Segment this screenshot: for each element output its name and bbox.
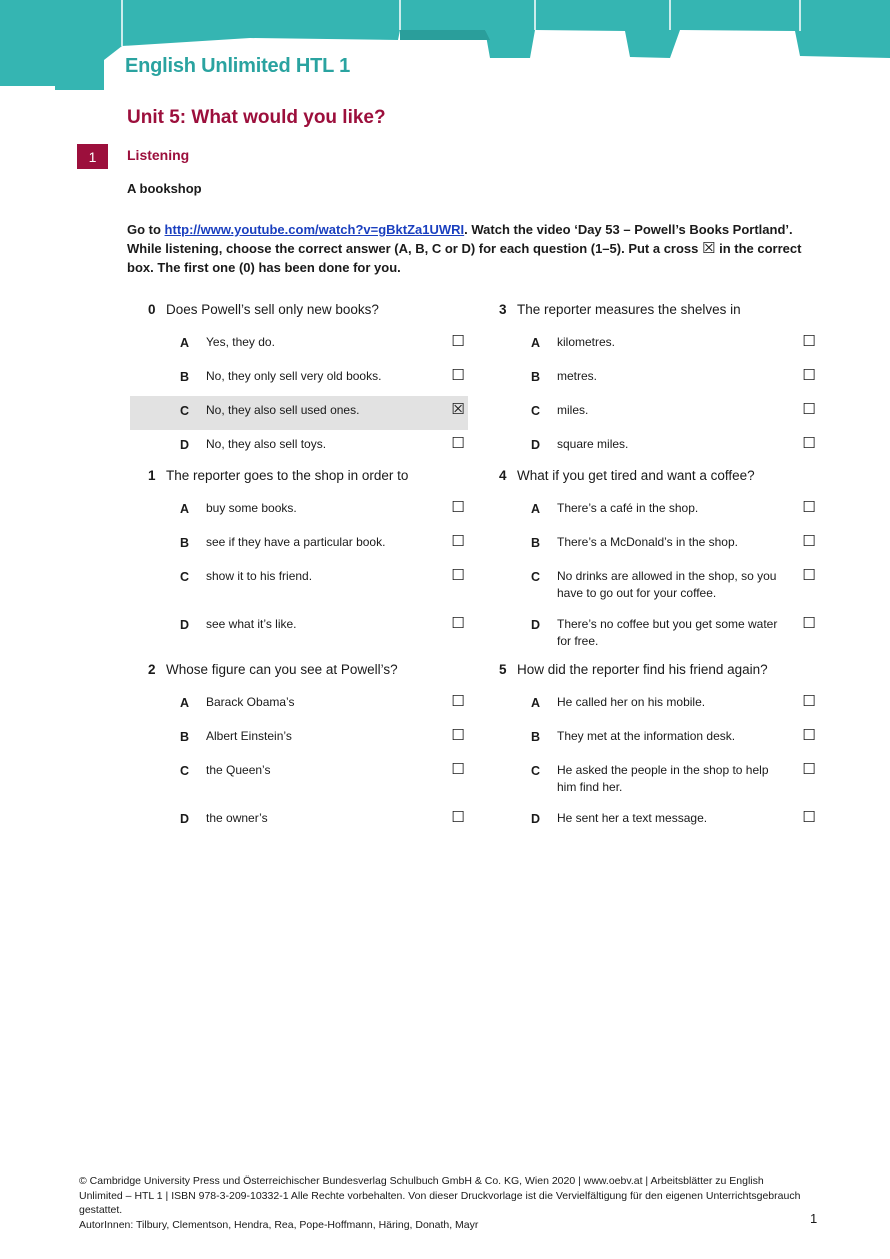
page-number: 1 [810,1211,818,1226]
checkbox-icon[interactable]: ☐ [802,333,816,350]
answer-option [499,688,829,722]
question-5 [499,658,829,838]
option-text: square miles. [557,437,629,451]
cross-box-icon: ☒ [702,240,716,257]
question-heading [148,658,478,682]
checkbox-icon[interactable]: ☐ [451,693,465,710]
option-letter: D [180,812,190,826]
answer-option [499,756,829,804]
question-text: The reporter goes to the shop in order to [166,468,409,483]
answer-option [499,396,829,430]
option-text: show it to his friend. [206,569,313,583]
option-letter: B [180,370,190,384]
question-number: 1 [148,468,156,483]
checkbox-icon[interactable]: ☐ [451,809,465,826]
option-letter: D [531,618,541,632]
option-letter: C [531,404,541,418]
option-letter: C [180,570,190,584]
header-banner [0,0,890,100]
answer-option [499,362,829,396]
question-text: The reporter measures the shelves in [517,302,741,317]
question-text: Whose figure can you see at Powell’s? [166,662,398,677]
option-letter: C [531,570,541,584]
option-letter: A [180,696,190,710]
unit-title: Unit 5: What would you like? [127,107,386,128]
video-link[interactable]: http://www.youtube.com/watch?v=gBktZa1UWRI [164,222,465,237]
option-text: kilometres. [557,335,616,349]
authors-text: AutorInnen: Tilbury, Clementson, Hendra, Rea, Pope-Hoffmann, Häring, Donath, Mayr [79,1218,479,1231]
option-letter: A [180,502,190,516]
option-text: He sent her a text message. [557,811,708,825]
question-heading [499,464,829,488]
checkbox-icon[interactable]: ☐ [451,727,465,744]
option-text: There’s a café in the shop. [557,501,699,515]
question-number: 5 [499,662,507,677]
instructions-tail: in the correct box. The first one (0) has been done for you. [127,241,802,275]
checkbox-icon[interactable]: ☐ [802,367,816,384]
checked-box-icon[interactable]: ☒ [451,401,465,418]
checkbox-icon[interactable]: ☐ [451,615,465,632]
option-text: No drinks are allowed in the shop, so you have to go out for your coffee. [557,569,777,600]
option-letter: C [180,404,190,418]
option-letter: A [180,336,190,350]
checkbox-icon[interactable]: ☐ [451,761,465,778]
checkbox-icon[interactable]: ☐ [802,435,816,452]
checkbox-icon[interactable]: ☐ [451,435,465,452]
answer-option [499,722,829,756]
checkbox-icon[interactable]: ☐ [802,567,816,584]
option-letter: B [531,730,541,744]
question-4 [499,464,829,658]
checkbox-icon[interactable]: ☐ [802,809,816,826]
checkbox-icon[interactable]: ☐ [451,533,465,550]
checkbox-icon[interactable]: ☐ [451,367,465,384]
question-number: 4 [499,468,507,483]
copyright-text: © Cambridge University Press und Österreichischer Bundesverlag Schulbuch GmbH & Co. KG, Wien 2020 | www.oebv.at | Arbeitsblätter zu English Unlimited – HTL 1 | ISBN 978-3-209-10332-1 Alle Rechte vorbehalten. Von dieser Druckvorlage ist die Vervielfältigung für den eigenen Unterrichtsgebrauch gestattet. [79,1175,801,1216]
question-1 [148,464,478,658]
answer-option [148,362,478,396]
option-text: They met at the information desk. [557,729,736,743]
question-number: 0 [148,302,156,317]
checkbox-icon[interactable]: ☐ [802,615,816,632]
question-text: What if you get tired and want a coffee? [517,468,755,483]
option-letter: B [531,536,541,550]
answer-option [148,430,478,464]
option-letter: A [531,696,541,710]
instructions [127,220,817,277]
question-number: 2 [148,662,156,677]
option-letter: D [180,618,190,632]
option-text: There’s a McDonald’s in the shop. [557,535,738,549]
answer-option [499,528,829,562]
checkbox-icon[interactable]: ☐ [451,499,465,516]
option-text: the Queen’s [206,763,271,777]
checkbox-icon[interactable]: ☐ [802,761,816,778]
answer-option [499,494,829,528]
option-text: He called her on his mobile. [557,695,706,709]
question-heading [148,464,478,488]
option-letter: B [180,536,190,550]
answer-option [148,688,478,722]
question-number: 3 [499,302,507,317]
checkbox-icon[interactable]: ☐ [802,401,816,418]
answer-option [148,494,478,528]
option-letter: C [180,764,190,778]
question-3 [499,298,829,464]
option-letter: D [531,438,541,452]
checkbox-icon[interactable]: ☐ [451,333,465,350]
copyright-footer [79,1174,809,1232]
option-letter: A [531,336,541,350]
answer-option [499,610,829,658]
option-text: see what it’s like. [206,617,297,631]
questions-right-column [499,298,829,838]
question-2 [148,658,478,838]
option-text: No, they also sell toys. [206,437,327,451]
answer-option [148,562,478,610]
answer-option [148,722,478,756]
option-text: There’s no coffee but you get some water for free. [557,617,778,648]
option-letter: C [531,764,541,778]
checkbox-icon[interactable]: ☐ [802,693,816,710]
question-text: Does Powell’s sell only new books? [166,302,379,317]
checkbox-icon[interactable]: ☐ [802,499,816,516]
answer-option [148,528,478,562]
option-letter: D [531,812,541,826]
question-text: How did the reporter find his friend again? [517,662,768,677]
answer-option [148,804,478,838]
question-heading [148,298,478,322]
exercise-number-badge: 1 [77,144,108,169]
section-title: Listening [127,147,190,163]
option-text: see if they have a particular book. [206,535,386,549]
option-letter: A [531,502,541,516]
option-text: He asked the people in the shop to help him find her. [557,763,769,794]
answer-option [148,610,478,658]
option-letter: B [531,370,541,384]
answer-option [148,328,478,362]
answer-option [499,430,829,464]
option-text: buy some books. [206,501,297,515]
option-text: Barack Obama’s [206,695,295,709]
option-text: Yes, they do. [206,335,275,349]
checkbox-icon[interactable]: ☐ [451,567,465,584]
brand-title: English Unlimited HTL 1 [125,55,351,77]
option-text: No, they also sell used ones. [206,403,360,417]
question-0 [148,298,478,464]
question-heading [499,658,829,682]
option-letter: B [180,730,190,744]
option-text: No, they only sell very old books. [206,369,382,383]
exercise-subtitle: A bookshop [127,181,202,196]
answer-option-example [130,396,468,430]
answer-option [148,756,478,804]
option-text: miles. [557,403,589,417]
answer-option [499,328,829,362]
instructions-lead: Go to [127,222,165,237]
checkbox-icon[interactable]: ☐ [802,533,816,550]
instructions-body: . Watch the video ‘Day 53 – Powell’s Books Portland’. While listening, choose the correct answer (A, B, C or D) for each question (1–5). Put a cross [127,222,793,256]
option-text: the owner’s [206,811,268,825]
option-letter: D [180,438,190,452]
questions-left-column [148,298,478,838]
question-heading [499,298,829,322]
checkbox-icon[interactable]: ☐ [802,727,816,744]
option-text: metres. [557,369,598,383]
answer-option [499,562,829,610]
option-text: Albert Einstein’s [206,729,292,743]
answer-option [499,804,829,838]
